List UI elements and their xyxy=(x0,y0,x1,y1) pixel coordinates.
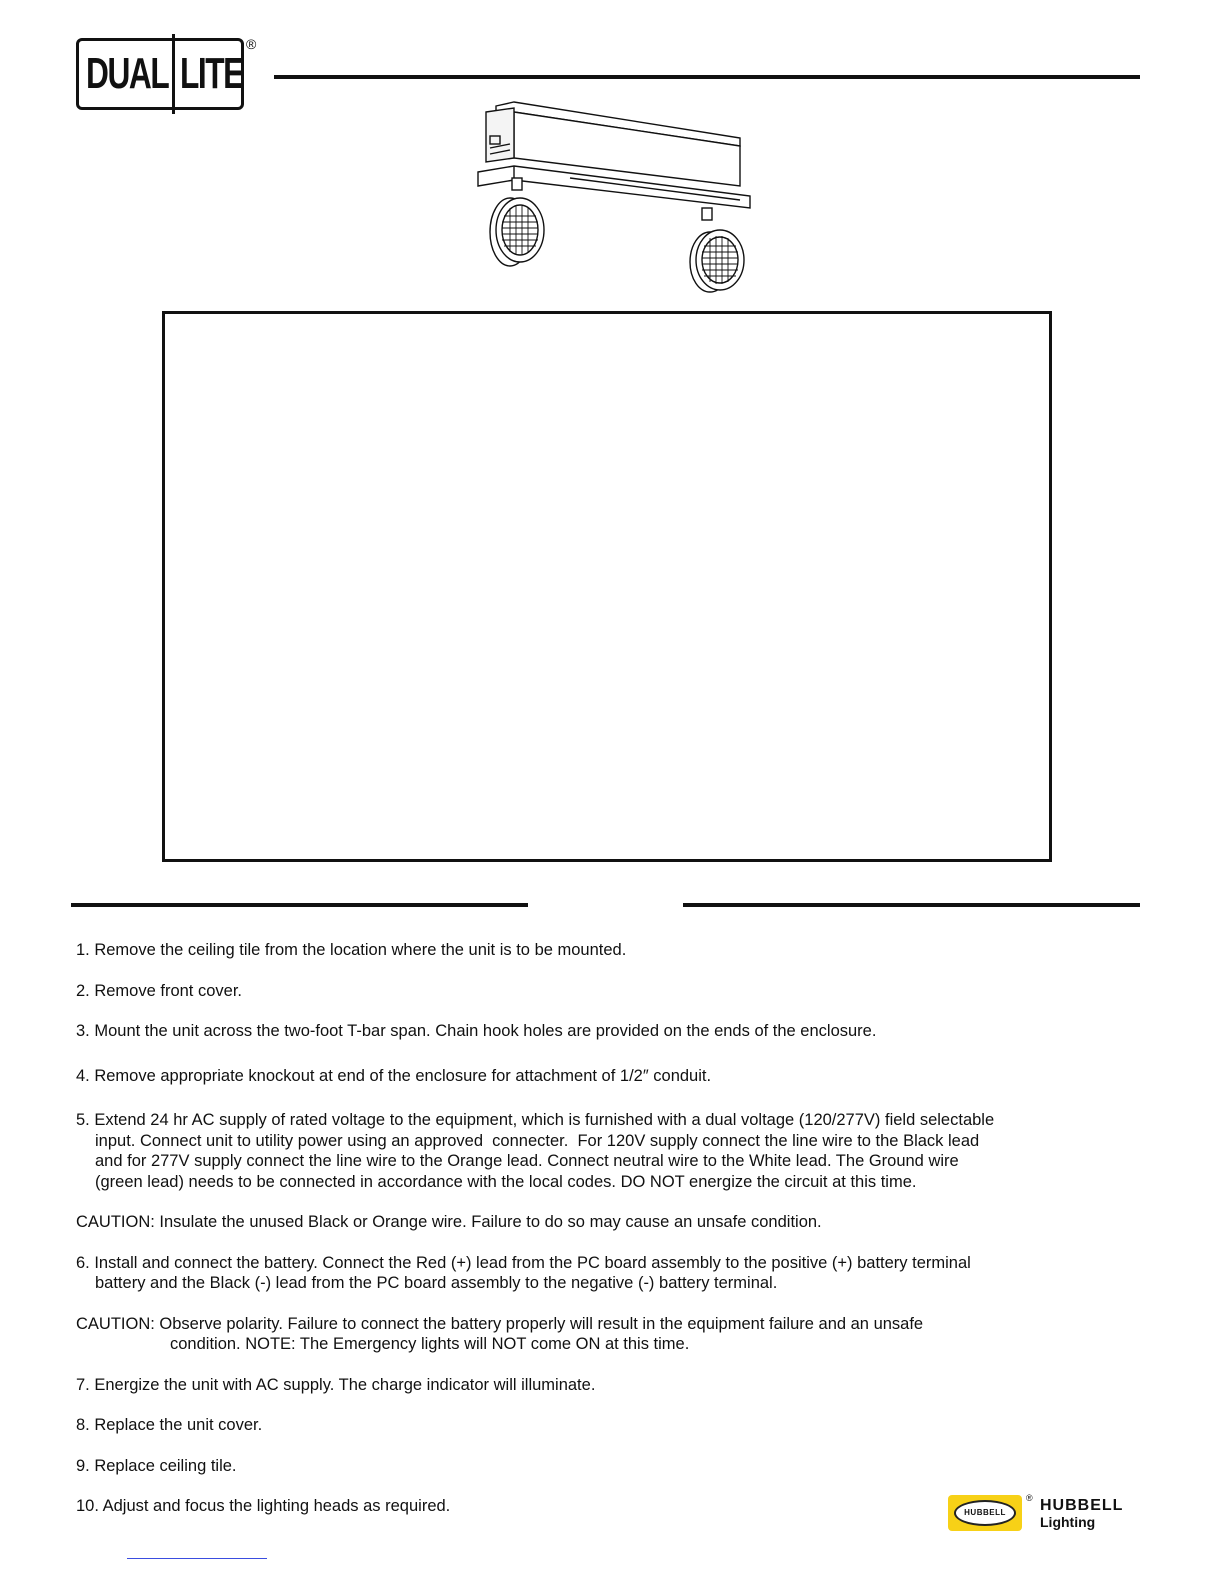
step-1: 1. Remove the ceiling tile from the location where the unit is to be mounted. xyxy=(76,941,627,959)
step-2: 2. Remove front cover. xyxy=(76,981,242,1000)
hubbell-badge xyxy=(948,1495,1022,1531)
hubbell-lighting-logo xyxy=(948,1493,1148,1533)
step-3: 3. Mount the unit across the two-foot T-bar span. Chain hook holes are provided on the ends of the enclosure. xyxy=(76,1022,877,1040)
logo-text-lite: LITE xyxy=(180,49,243,98)
content-frame xyxy=(162,311,1052,862)
step-5-line-4: (green lead) needs to be connected in accordance with the local codes. DO NOT energize the circuit at this time. xyxy=(95,1172,917,1191)
step-5-line-2: input. Connect unit to utility power using an approved connecter. For 120V supply connect the line wire to the Black lead xyxy=(95,1131,980,1150)
hubbell-registered-mark: ® xyxy=(1026,1493,1033,1503)
caution-2-line-2: condition. NOTE: The Emergency lights will NOT come ON at this time. xyxy=(170,1335,690,1353)
step-7: 7. Energize the unit with AC supply. The charge indicator will illuminate. xyxy=(76,1375,596,1394)
step-9: 9. Replace ceiling tile. xyxy=(76,1456,237,1475)
step-6-line-2: battery and the Black (-) lead from the PC board assembly to the negative (-) battery terminal. xyxy=(95,1274,778,1292)
logo-text-dual: DUAL xyxy=(86,49,169,98)
logo-divider xyxy=(172,34,175,114)
step-5-line-1: 5. Extend 24 hr AC supply of rated voltage to the equipment, which is furnished with a dual voltage (120/277V) field selectable xyxy=(76,1111,995,1129)
step-4: 4. Remove appropriate knockout at end of the enclosure for attachment of 1/2″ conduit. xyxy=(76,1066,712,1085)
caution-2-line-1: CAUTION: Observe polarity. Failure to connect the battery properly will result in the equipment failure and an unsafe xyxy=(76,1314,924,1333)
section-rule-right xyxy=(683,903,1140,907)
step-6-line-1: 6. Install and connect the battery. Connect the Red (+) lead from the PC board assembly to the positive (+) battery terminal xyxy=(76,1253,971,1272)
hubbell-name: HUBBELL xyxy=(1040,1497,1124,1514)
hubbell-lighting-text: Lighting xyxy=(1040,1514,1096,1530)
caution-1: CAUTION: Insulate the unused Black or Orange wire. Failure to do so may cause an unsafe condition. xyxy=(76,1213,822,1231)
emergency-light-unit-icon xyxy=(470,96,760,296)
header-rule xyxy=(274,75,1140,79)
step-10: 10. Adjust and focus the lighting heads as required. xyxy=(76,1497,451,1515)
hubbell-globe-icon xyxy=(954,1500,1016,1526)
hubbell-badge-text: HUBBELL xyxy=(964,1508,1006,1517)
logo-registered-mark: ® xyxy=(246,36,257,52)
installation-steps xyxy=(76,940,1156,1517)
step-8: 8. Replace the unit cover. xyxy=(76,1416,263,1434)
section-rule-left xyxy=(71,903,528,907)
footer-link-underline xyxy=(127,1558,267,1559)
dual-lite-logo xyxy=(76,36,257,114)
step-5-line-3: and for 277V supply connect the line wire to the Orange lead. Connect neutral wire to the White lead. The Ground wire xyxy=(95,1152,959,1170)
